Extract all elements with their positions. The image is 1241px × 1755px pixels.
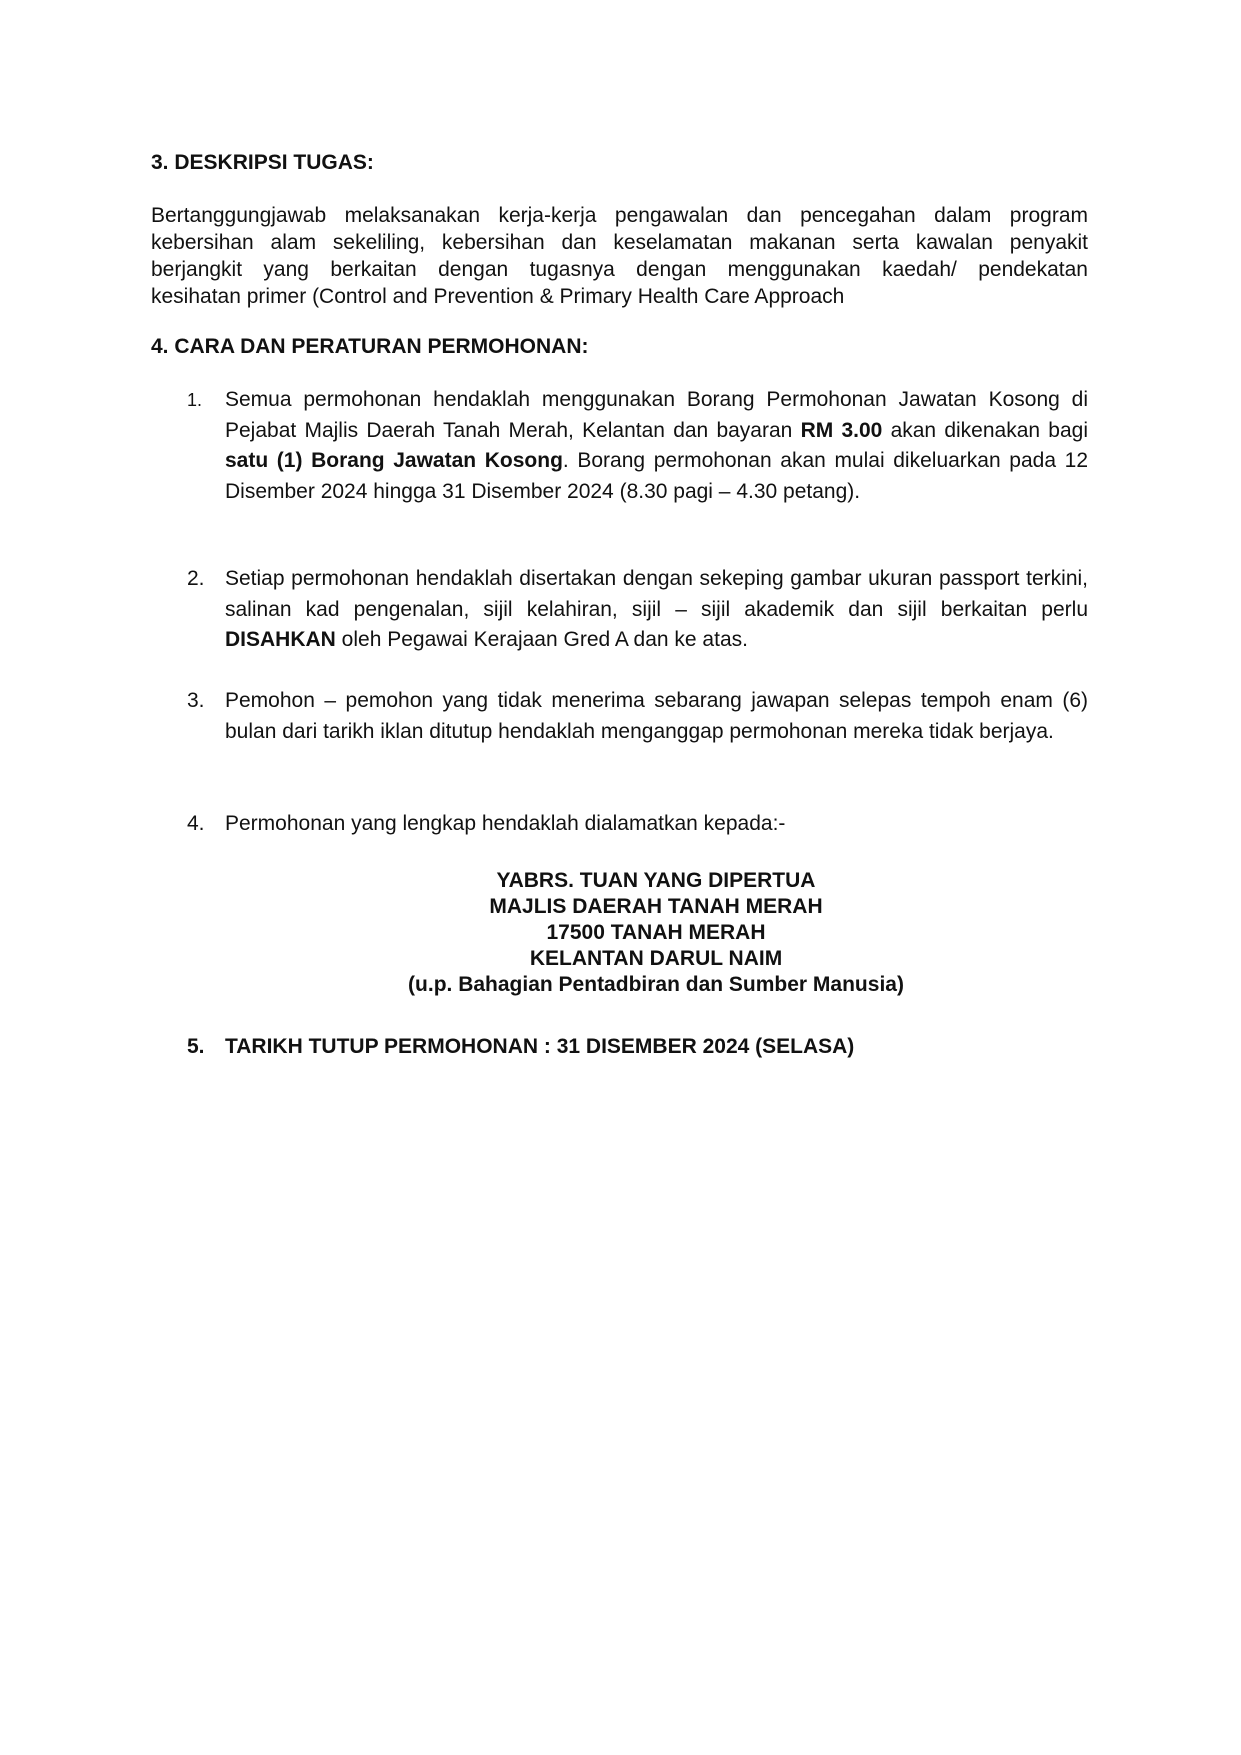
text-run: oleh Pegawai Kerajaan Gred A dan ke atas. [335, 628, 748, 651]
description-line: berjangkit yang berkaitan dengan tugasnya dengan menggunakan kaedah/ pendekatan [151, 258, 1088, 281]
list-number: 4. [187, 812, 205, 835]
text-run: Setiap permohonan hendaklah disertakan dengan sekeping gambar ukuran passport terkini, salinan kad pengenalan, sijil kelahiran, sijil – sijil akademik dan sijil berkaitan perlu [225, 567, 1088, 621]
address-line: MAJLIS DAERAH TANAH MERAH [489, 895, 823, 918]
emphasis-disahkan: DISAHKAN [225, 628, 336, 651]
description-line: Bertanggungjawab melaksanakan kerja-kerja pengawalan dan pencegahan dalam program [151, 204, 1088, 227]
section-3-description [151, 202, 1088, 310]
text-run: akan dikenakan bagi [882, 418, 1088, 442]
list-item-text: Permohonan yang lengkap hendaklah dialamatkan kepada:- [225, 812, 786, 835]
section-3-heading: 3. DESKRIPSI TUGAS: [151, 151, 374, 174]
mailing-address [300, 868, 1012, 998]
address-line: (u.p. Bahagian Pentadbiran dan Sumber Manusia) [408, 973, 904, 996]
closing-date-text: TARIKH TUTUP PERMOHONAN : 31 DISEMBER 2024 (SELASA) [225, 1035, 855, 1058]
form-name: satu (1) Borang Jawatan Kosong [225, 449, 563, 472]
closing-date [187, 1034, 854, 1060]
description-line: kesihatan primer (Control and Prevention & Primary Health Care Approach [151, 285, 845, 308]
text-run: Semua permohonan hendaklah menggunakan Borang Permohonan Jawatan Kosong di Pejabat Majlis Daerah Tanah Merah, Kelantan dan bayaran [225, 388, 1088, 442]
closing-number: 5. [187, 1035, 205, 1058]
list-number: 2. [187, 567, 205, 590]
text-run: . Borang permohonan akan mulai dikeluarkan pada 12 Disember 2024 hingga 31 Disember 2024 (8.30 pagi – 4.30 petang). [225, 449, 1088, 503]
list-item-3 [187, 686, 1088, 747]
address-line: KELANTAN DARUL NAIM [529, 947, 783, 970]
list-item-1 [187, 385, 1088, 507]
list-item-2 [187, 564, 1088, 656]
address-line: YABRS. TUAN YANG DIPERTUA [496, 869, 816, 892]
list-item-text [225, 564, 1088, 656]
list-item-4 [187, 809, 1088, 840]
section-4-heading: 4. CARA DAN PERATURAN PERMOHONAN: [151, 335, 589, 358]
fee-amount: RM 3.00 [800, 418, 883, 442]
description-line: kebersihan alam sekeliling, kebersihan dan keselamatan makanan serta kawalan penyakit [151, 231, 1088, 254]
address-line: 17500 TANAH MERAH [546, 921, 766, 944]
list-item-text: Pemohon – pemohon yang tidak menerima sebarang jawapan selepas tempoh enam (6) bulan dari tarikh iklan ditutup hendaklah menganggap permohonan mereka tidak berjaya. [225, 689, 1088, 743]
list-item-text [225, 385, 1088, 507]
list-number: 1. [187, 390, 203, 410]
list-number: 3. [187, 689, 205, 712]
